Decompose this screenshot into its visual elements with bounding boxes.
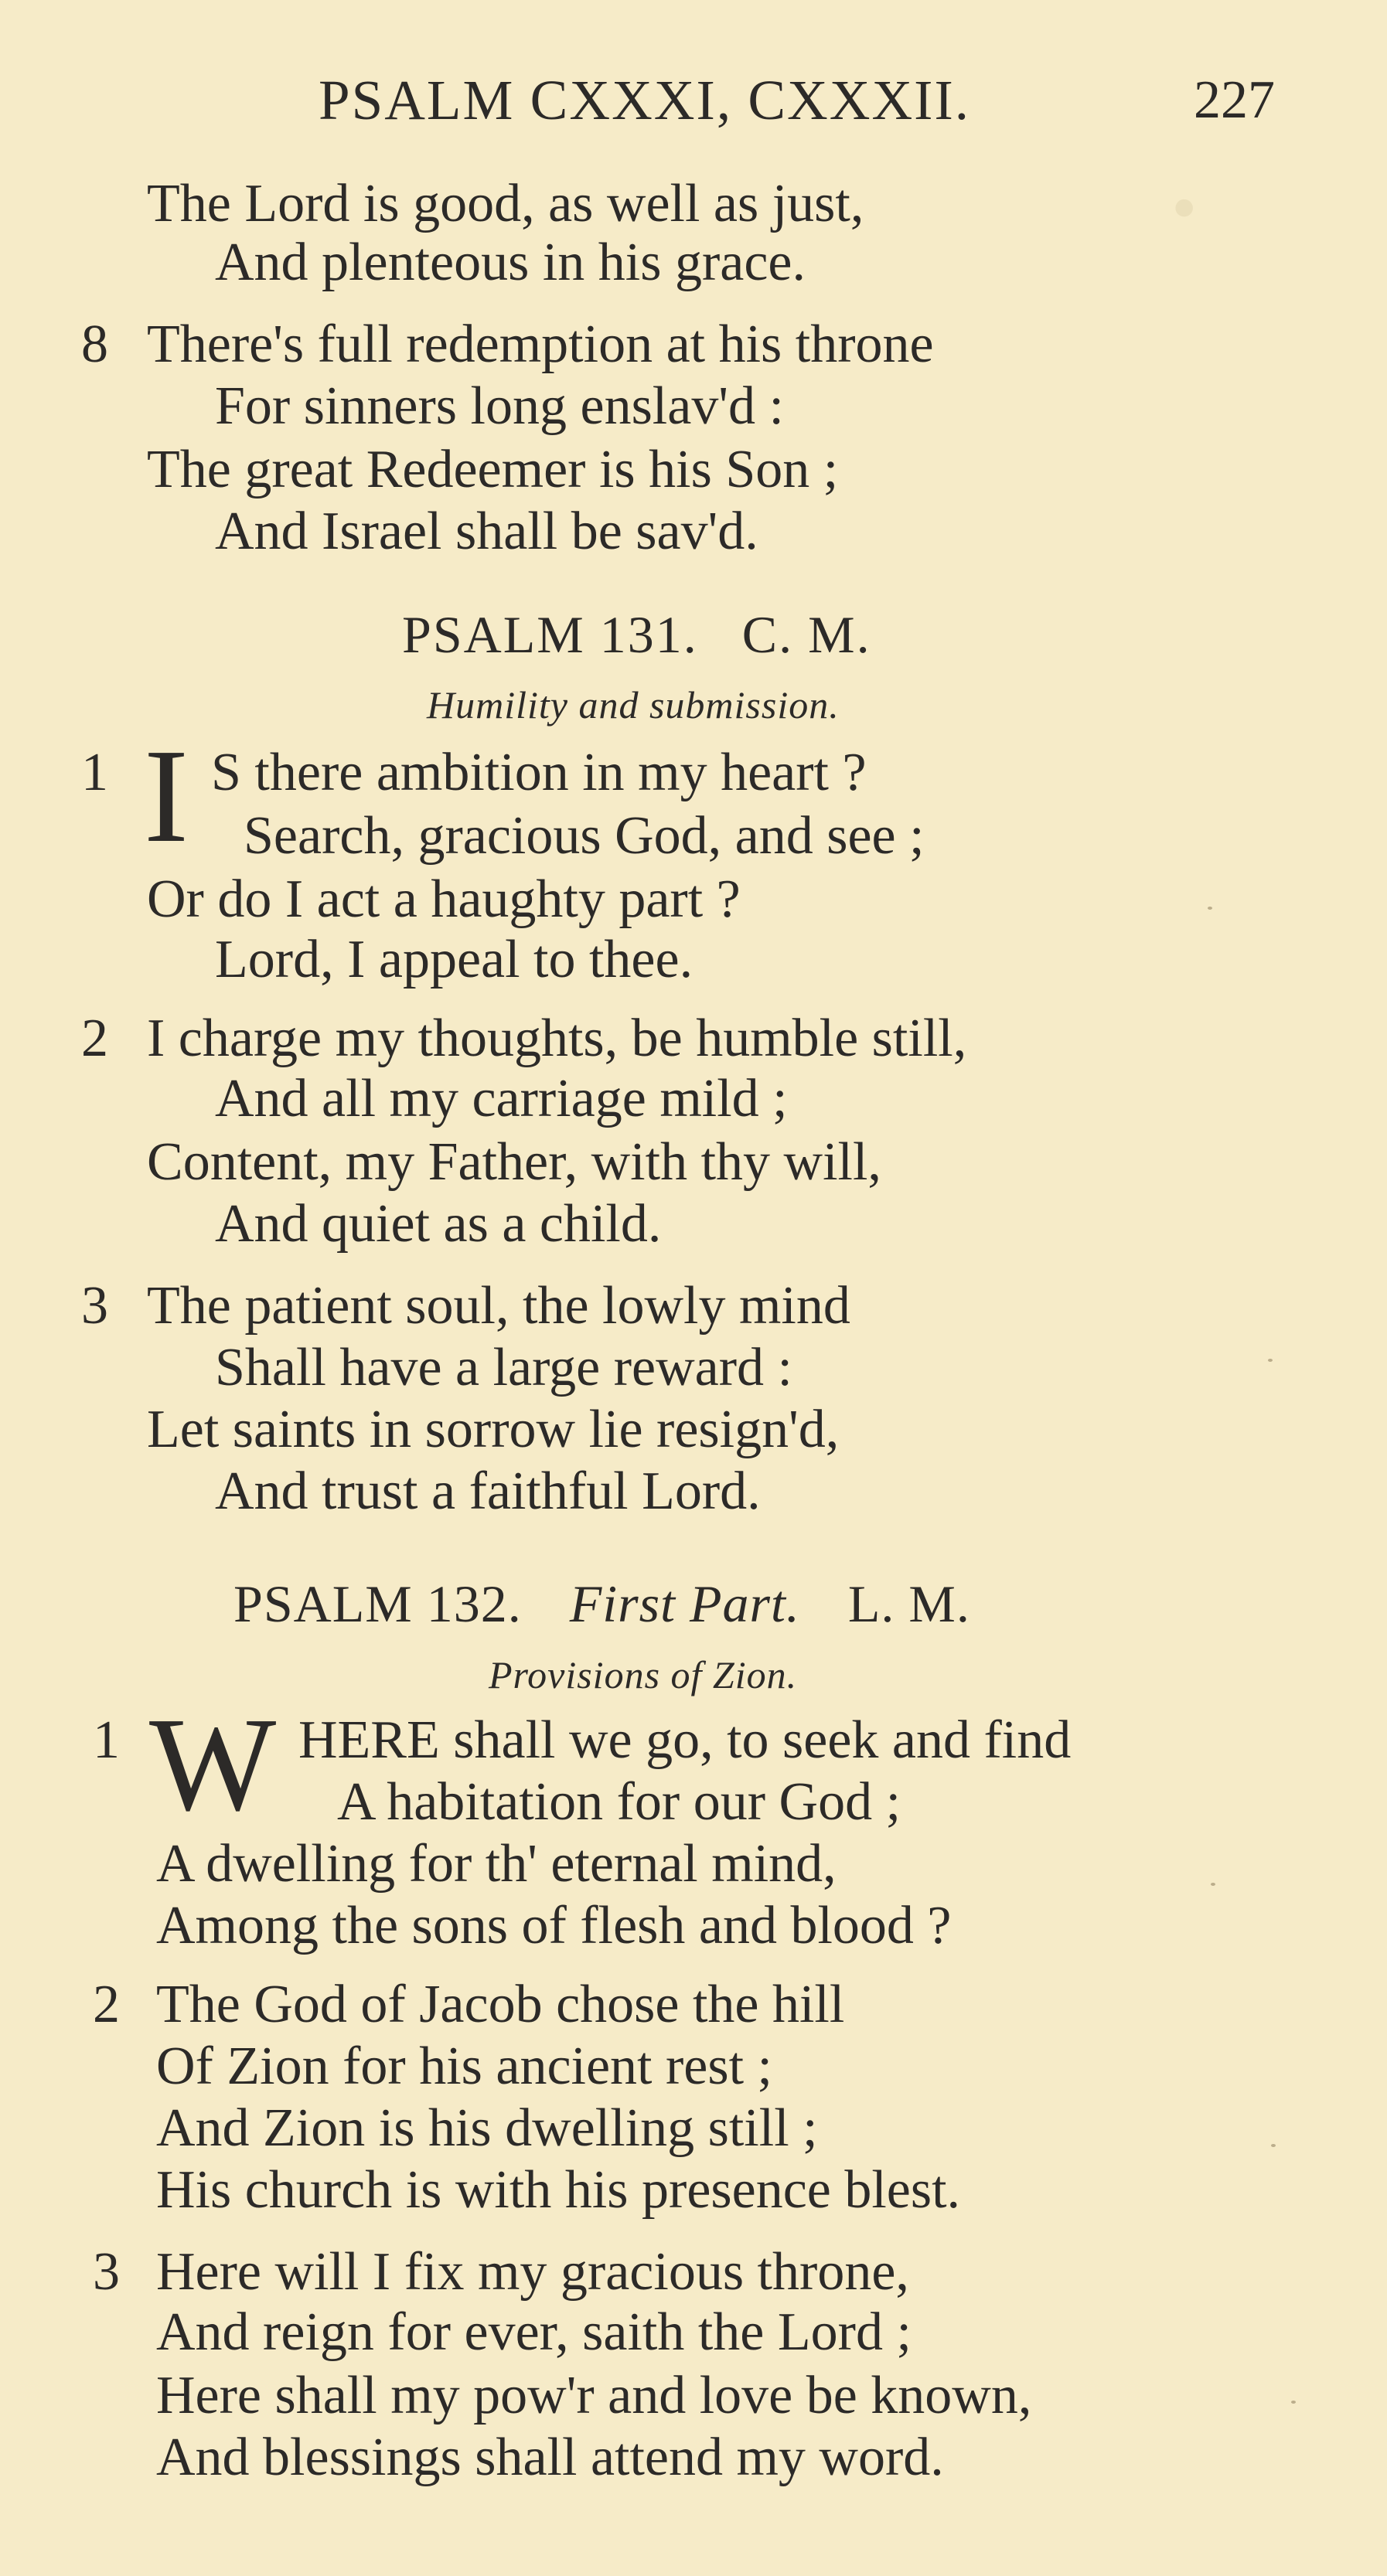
running-header: [0, 62, 1387, 139]
verse-line: Here will I fix my gracious throne,: [156, 2242, 909, 2302]
verse-line: And all my carriage mild ;: [215, 1069, 788, 1128]
psalm-132-part: First Part.: [569, 1574, 800, 1633]
paper-speck: [1208, 907, 1212, 910]
verse-line: And reign for ever, saith the Lord ;: [156, 2302, 912, 2362]
verse-line: A dwelling for th' eternal mind,: [156, 1834, 837, 1894]
verse-number: 2: [81, 1009, 108, 1068]
verse-line: And plenteous in his grace.: [215, 233, 806, 292]
drop-cap-letter: W: [149, 1690, 277, 1839]
verse-number: 3: [93, 2242, 120, 2302]
paper-speck: [1211, 1883, 1215, 1886]
verse-number: 1: [81, 743, 108, 802]
psalm-131-subtitle: Humility and submission.: [427, 683, 840, 727]
psalm-132-subtitle: Provisions of Zion.: [489, 1653, 798, 1696]
verse-line: Shall have a large reward :: [215, 1338, 792, 1397]
verse-line: The God of Jacob chose the hill: [156, 1975, 845, 2034]
verse-number: 3: [81, 1276, 108, 1336]
running-title: PSALM CXXXI, CXXXII.: [319, 69, 971, 131]
psalm-132-meter: L. M.: [847, 1574, 970, 1633]
verse-number: 1: [93, 1710, 120, 1770]
verse-line: HERE shall we go, to seek and find: [298, 1710, 1072, 1770]
verse-line: Content, my Father, with thy will,: [147, 1132, 881, 1192]
verse-line: Let saints in sorrow lie resign'd,: [147, 1400, 840, 1459]
page-number: 227: [1194, 70, 1275, 130]
psalm-132-number: PSALM 132.: [233, 1574, 522, 1633]
verse-line: Search, gracious God, and see ;: [244, 806, 925, 866]
verse-line: The Lord is good, as well as just,: [147, 174, 864, 233]
verse-line: And blessings shall attend my word.: [156, 2428, 944, 2487]
verse-line: And trust a faithful Lord.: [215, 1462, 761, 1521]
verse-line: There's full redemption at his throne: [147, 315, 934, 374]
paper-speck: [1268, 1359, 1273, 1362]
verse-line: I charge my thoughts, be humble still,: [147, 1009, 967, 1068]
verse-line: Here shall my pow'r and love be known,: [156, 2366, 1032, 2425]
verse-number: 8: [81, 315, 108, 374]
verse-line: Among the sons of flesh and blood ?: [156, 1896, 952, 1955]
paper-speck: [1271, 2144, 1276, 2147]
verse-line: Or do I act a haughty part ?: [147, 869, 741, 929]
psalm-131-heading: PSALM 131. C. M.: [402, 605, 871, 664]
verse-line: The patient soul, the lowly mind: [147, 1276, 850, 1336]
psalm-132-heading: [233, 1569, 970, 1638]
verse-line: Lord, I appeal to thee.: [215, 930, 694, 989]
drop-cap-letter: I: [144, 721, 189, 870]
show-through-shadow: ·: [1160, 127, 1209, 289]
verse-line: And quiet as a child.: [215, 1194, 662, 1254]
paper-speck: [1291, 2401, 1296, 2404]
verse-line: His church is with his presence blest.: [156, 2160, 961, 2220]
verse-line: And Zion is his dwelling still ;: [156, 2098, 818, 2158]
verse-line: The great Redeemer is his Son ;: [147, 440, 839, 499]
verse-line: For sinners long enslav'd :: [215, 376, 784, 436]
verse-line: A habitation for our God ;: [337, 1772, 901, 1832]
verse-line: Of Zion for his ancient rest ;: [156, 2037, 773, 2096]
verse-line: And Israel shall be sav'd.: [215, 502, 758, 561]
verse-number: 2: [93, 1975, 120, 2034]
verse-line: S there ambition in my heart ?: [211, 743, 867, 802]
